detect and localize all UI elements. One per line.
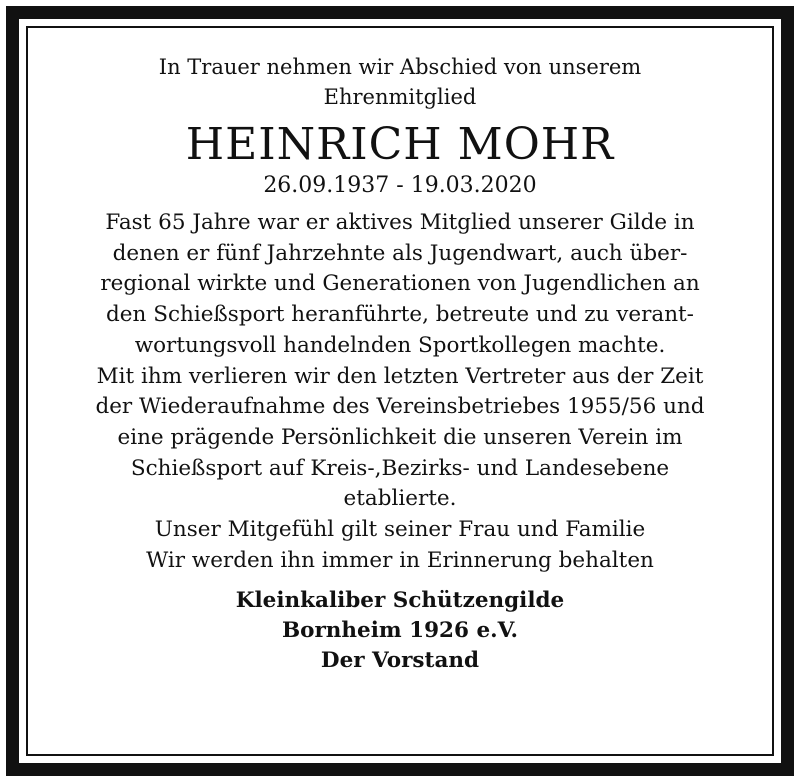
tribute-line: Schießsport auf Kreis-,Bezirks- und Landesebene [130,455,670,481]
intro-line: Ehrenmitglied [323,85,477,109]
tribute-line: Unser Mitgefühl gilt seiner Frau und Familie [154,517,646,543]
tribute-line: Fast 65 Jahre war er aktives Mitglied unserer Gilde in [105,210,695,235]
tribute-line: der Wiederaufnahme des Vereinsbetriebes 1955/56 und [95,394,705,420]
deceased-name: HEINRICH MOHR [185,119,615,170]
tribute-line: Wir werden ihn immer in Erinnerung behalten [146,547,654,573]
tribute-line: etablierte. [343,486,457,512]
life-dates: 26.09.1937 - 19.03.2020 [263,173,537,198]
obituary-notice [40,52,760,676]
tribute-line: Mit ihm verlieren wir den letzten Vertreter aus der Zeit [96,363,704,389]
intro-line: In Trauer nehmen wir Abschied von unserem [158,55,642,79]
tribute-line: eine prägende Persönlichkeit die unseren Verein im [117,424,683,450]
tribute-line: den Schießsport heranführte, betreute und zu verant- [106,302,694,328]
signature-line: Der Vorstand [320,648,480,674]
tribute-line: regional wirkte und Generationen von Jugendlichen an [100,271,700,297]
tribute-line: denen er fünf Jahrzehnte als Jugendwart, auch über- [112,240,688,266]
tribute-text [40,208,760,576]
signature-block [40,586,760,676]
intro-text [40,52,760,112]
signature-line: Kleinkaliber Schützengilde [235,588,565,614]
tribute-line: wortungsvoll handelnden Sportkollegen machte. [134,332,666,358]
signature-line: Bornheim 1926 e.V. [281,618,519,644]
